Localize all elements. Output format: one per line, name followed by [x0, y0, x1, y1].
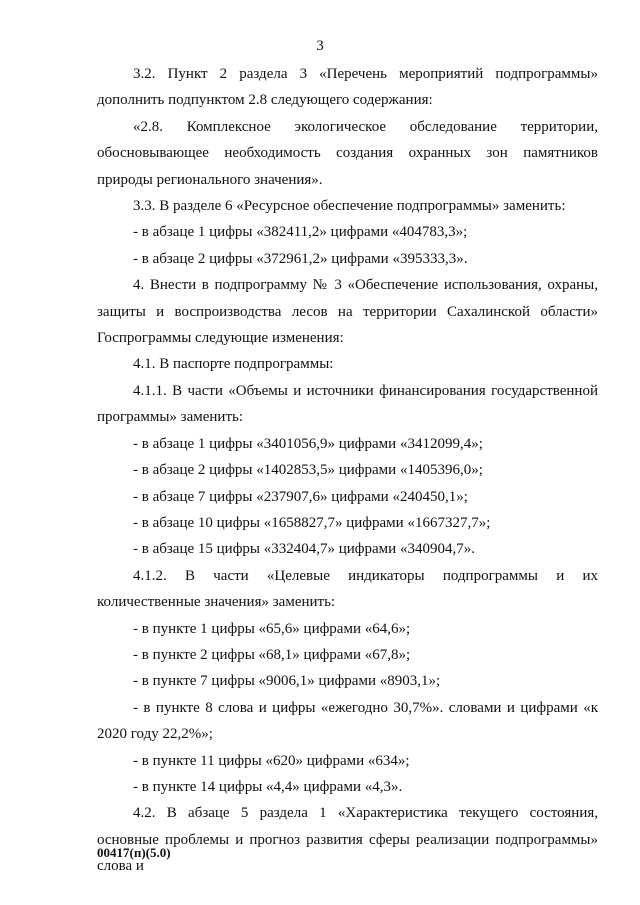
- list-item: - в абзаце 1 цифры «382411,2» цифрами «404783,3»;: [133, 224, 468, 241]
- paragraph-4-1-1: 4.1.1. В части «Объемы и источники финансирования государственной программы» заменить:: [97, 382, 598, 426]
- list-item: - в пункте 14 цифры «4,4» цифрами «4,3».: [133, 778, 403, 795]
- paragraph-3-2: 3.2. Пункт 2 раздела 3 «Перечень мероприятий подпрограммы» дополнить подпунктом 2.8 следующего содержания:: [97, 66, 598, 109]
- list-item: - в абзаце 2 цифры «1402853,5» цифрами «1405396,0»;: [133, 462, 483, 479]
- document-body: [97, 61, 598, 880]
- list-item: - в пункте 7 цифры «9006,1» цифрами «8903,1»;: [133, 673, 441, 690]
- list-item: - в абзаце 1 цифры «3401056,9» цифрами «3412099,4»;: [133, 435, 483, 452]
- list-item: - в абзаце 15 цифры «332404,7» цифрами «340904,7».: [133, 541, 475, 558]
- paragraph-2-8-quote: «2.8. Комплексное экологическое обследование территории, обосновывающее необходимость создания охранных зон памятников природы регионального значения».: [97, 118, 598, 188]
- page-number: 3: [316, 38, 324, 54]
- list-item: - в пункте 1 цифры «65,6» цифрами «64,6»;: [133, 620, 411, 637]
- list-item: - в пункте 8 слова и цифры «ежегодно 30,7%». словами и цифрами «к 2020 году 22,2%»;: [97, 699, 598, 743]
- list-item: - в пункте 2 цифры «68,1» цифрами «67,8»;: [133, 646, 411, 663]
- list-item: - в абзаце 10 цифры «1658827,7» цифрами «1667327,7»;: [133, 514, 491, 531]
- list-item: - в пункте 11 цифры «620» цифрами «634»;: [133, 752, 410, 769]
- list-item: - в абзаце 7 цифры «237907,6» цифрами «240450,1»;: [133, 488, 468, 505]
- document-code: 00417(п)(5.0): [97, 845, 171, 860]
- paragraph-4-2: 4.2. В абзаце 5 раздела 1 «Характеристика текущего состояния, основные проблемы и прогноз развития сферы реализации подпрограммы» слова и: [97, 805, 598, 875]
- paragraph-3-3: 3.3. В разделе 6 «Ресурсное обеспечение подпрограммы» заменить:: [133, 198, 566, 215]
- paragraph-4-1-2: 4.1.2. В части «Целевые индикаторы подпрограммы и их количественные значения» заменить:: [97, 567, 598, 611]
- list-item: - в абзаце 2 цифры «372961,2» цифрами «395333,3».: [133, 250, 468, 267]
- paragraph-4-1: 4.1. В паспорте подпрограммы:: [133, 356, 334, 373]
- paragraph-4: 4. Внести в подпрограмму № 3 «Обеспечение использования, охраны, защиты и воспроизводства лесов на территории Сахалинской области» Госпрограммы следующие изменения:: [97, 277, 598, 347]
